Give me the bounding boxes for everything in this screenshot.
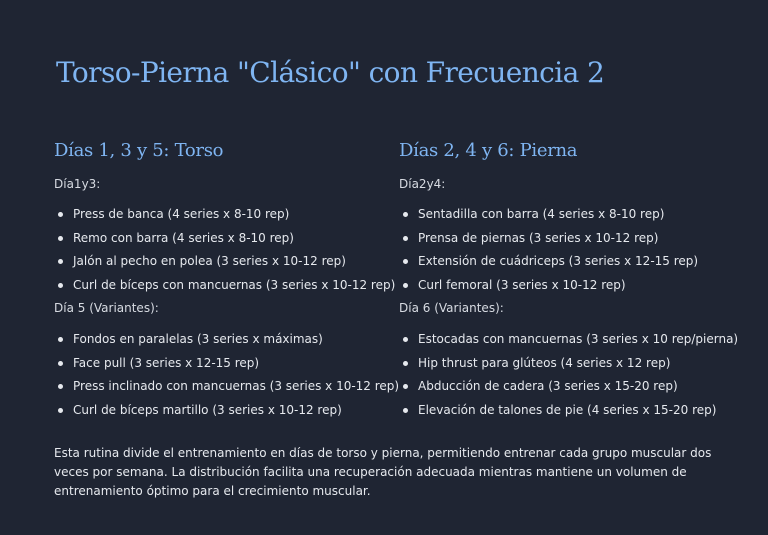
list-item: Abducción de cadera (3 series x 15-20 rep) bbox=[399, 378, 759, 394]
bullet-icon bbox=[403, 361, 408, 366]
list-item: Jalón al pecho en polea (3 series x 10-12 rep) bbox=[54, 253, 394, 269]
list-item: Face pull (3 series x 12-15 rep) bbox=[54, 355, 394, 371]
bullet-icon bbox=[403, 384, 408, 389]
list-item: Fondos en paralelas (3 series x máximas) bbox=[54, 331, 394, 347]
bullet-icon bbox=[403, 212, 408, 217]
list-item: Curl de bíceps martillo (3 series x 10-12 rep) bbox=[54, 402, 394, 418]
torso-heading: Días 1, 3 y 5: Torso bbox=[54, 140, 224, 161]
list-item: Curl de bíceps con mancuernas (3 series x 10-12 rep) bbox=[54, 277, 394, 293]
bullet-icon bbox=[58, 259, 63, 264]
leg-day-6-list bbox=[399, 331, 759, 418]
list-item: Press de banca (4 series x 8-10 rep) bbox=[54, 206, 394, 222]
leg-column bbox=[399, 138, 759, 425]
list-item: Elevación de talones de pie (4 series x 15-20 rep) bbox=[399, 402, 759, 418]
bullet-icon bbox=[58, 408, 63, 413]
leg-days-2-4-list bbox=[399, 206, 759, 293]
leg-day-6-label: Día 6 (Variantes): bbox=[399, 301, 504, 315]
bullet-icon bbox=[58, 384, 63, 389]
torso-column bbox=[54, 138, 400, 425]
torso-day-5-list bbox=[54, 331, 400, 418]
list-item: Extensión de cuádriceps (3 series x 12-15 rep) bbox=[399, 253, 759, 269]
bullet-icon bbox=[58, 236, 63, 241]
list-item: Estocadas con mancuernas (3 series x 10 rep/pierna) bbox=[399, 331, 759, 347]
list-item: Press inclinado con mancuernas (3 series x 10-12 rep) bbox=[54, 378, 394, 394]
bullet-icon bbox=[58, 212, 63, 217]
leg-days-2-4-label: Día2y4: bbox=[399, 177, 446, 191]
list-item: Hip thrust para glúteos (4 series x 12 rep) bbox=[399, 355, 759, 371]
leg-heading: Días 2, 4 y 6: Pierna bbox=[399, 140, 578, 161]
bullet-icon bbox=[403, 259, 408, 264]
torso-days-1-3-list bbox=[54, 206, 394, 293]
bullet-icon bbox=[58, 337, 63, 342]
list-item: Curl femoral (3 series x 10-12 rep) bbox=[399, 277, 759, 293]
torso-day-5-label: Día 5 (Variantes): bbox=[54, 301, 159, 315]
bullet-icon bbox=[58, 361, 63, 366]
bullet-icon bbox=[403, 337, 408, 342]
torso-days-1-3-label: Día1y3: bbox=[54, 177, 101, 191]
bullet-icon bbox=[58, 283, 63, 288]
list-item: Remo con barra (4 series x 8-10 rep) bbox=[54, 230, 394, 246]
bullet-icon bbox=[403, 236, 408, 241]
page-title: Torso-Pierna "Clásico" con Frecuencia 2 bbox=[56, 56, 605, 89]
list-item: Sentadilla con barra (4 series x 8-10 rep) bbox=[399, 206, 759, 222]
bullet-icon bbox=[403, 408, 408, 413]
summary-paragraph: Esta rutina divide el entrenamiento en días de torso y pierna, permitiendo entrenar cada grupo muscular dos veces por semana. La distribución facilita una recuperación adecuada mientras mantiene un volumen de entrenamiento óptimo para el crecimiento muscular. bbox=[54, 446, 712, 498]
list-item: Prensa de piernas (3 series x 10-12 rep) bbox=[399, 230, 759, 246]
bullet-icon bbox=[403, 283, 408, 288]
